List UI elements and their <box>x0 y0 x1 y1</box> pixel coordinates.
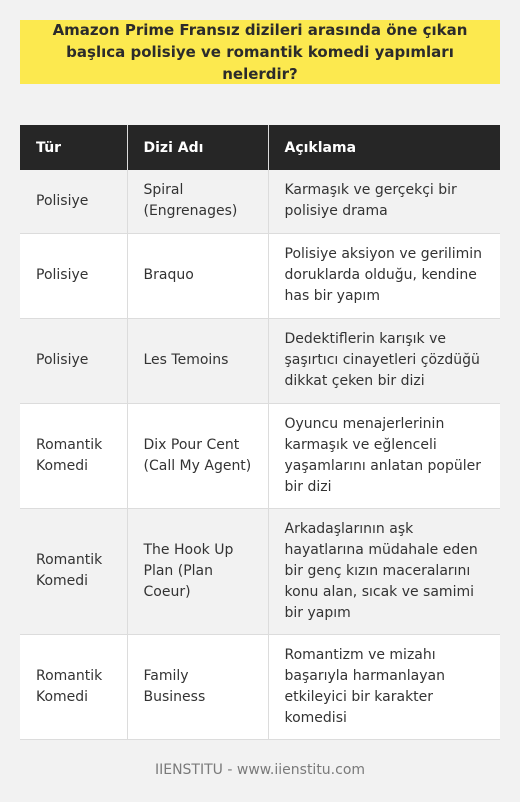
description-cell: Romantizm ve mizahı başarıyla harmanlayan etkileyici bir karakter komedisi <box>268 634 500 739</box>
description-cell: Karmaşık ve gerçekçi bir polisiye drama <box>268 170 500 233</box>
title-banner <box>20 20 500 84</box>
column-header-series-name: Dizi Adı <box>127 125 268 170</box>
description-cell: Arkadaşlarının aşk hayatlarına müdahale eden bir genç kızın maceralarını konu alan, sıcak ve samimi bir yapım <box>268 508 500 634</box>
genre-cell: Romantik Komedi <box>20 634 127 739</box>
column-header-genre: Tür <box>20 125 127 170</box>
table-row <box>20 508 500 634</box>
series-table <box>20 125 500 740</box>
series-name-cell: Family Business <box>127 634 268 739</box>
description-cell: Dedektiflerin karışık ve şaşırtıcı cinayetleri çözdüğü dikkat çeken bir dizi <box>268 318 500 403</box>
table-row <box>20 318 500 403</box>
genre-cell: Romantik Komedi <box>20 508 127 634</box>
table-row <box>20 403 500 508</box>
description-cell: Polisiye aksiyon ve gerilimin doruklarda olduğu, kendine has bir yapım <box>268 233 500 318</box>
genre-cell: Polisiye <box>20 318 127 403</box>
genre-cell: Romantik Komedi <box>20 403 127 508</box>
series-name-cell: Spiral (Engrenages) <box>127 170 268 233</box>
genre-cell: Polisiye <box>20 233 127 318</box>
table-row <box>20 170 500 233</box>
genre-cell: Polisiye <box>20 170 127 233</box>
page-title: Amazon Prime Fransız dizileri arasında öne çıkan başlıca polisiye ve romantik komedi yapımları nelerdir? <box>52 21 468 83</box>
series-name-cell: Dix Pour Cent (Call My Agent) <box>127 403 268 508</box>
series-name-cell: Braquo <box>127 233 268 318</box>
table-row <box>20 634 500 739</box>
column-header-description: Açıklama <box>268 125 500 170</box>
footer-credit: IIENSTITU - www.iienstitu.com <box>154 762 366 778</box>
table-row <box>20 233 500 318</box>
description-cell: Oyuncu menajerlerinin karmaşık ve eğlenceli yaşamlarını anlatan popüler bir dizi <box>268 403 500 508</box>
series-name-cell: Les Temoins <box>127 318 268 403</box>
table-header-row <box>20 125 500 170</box>
series-name-cell: The Hook Up Plan (Plan Coeur) <box>127 508 268 634</box>
